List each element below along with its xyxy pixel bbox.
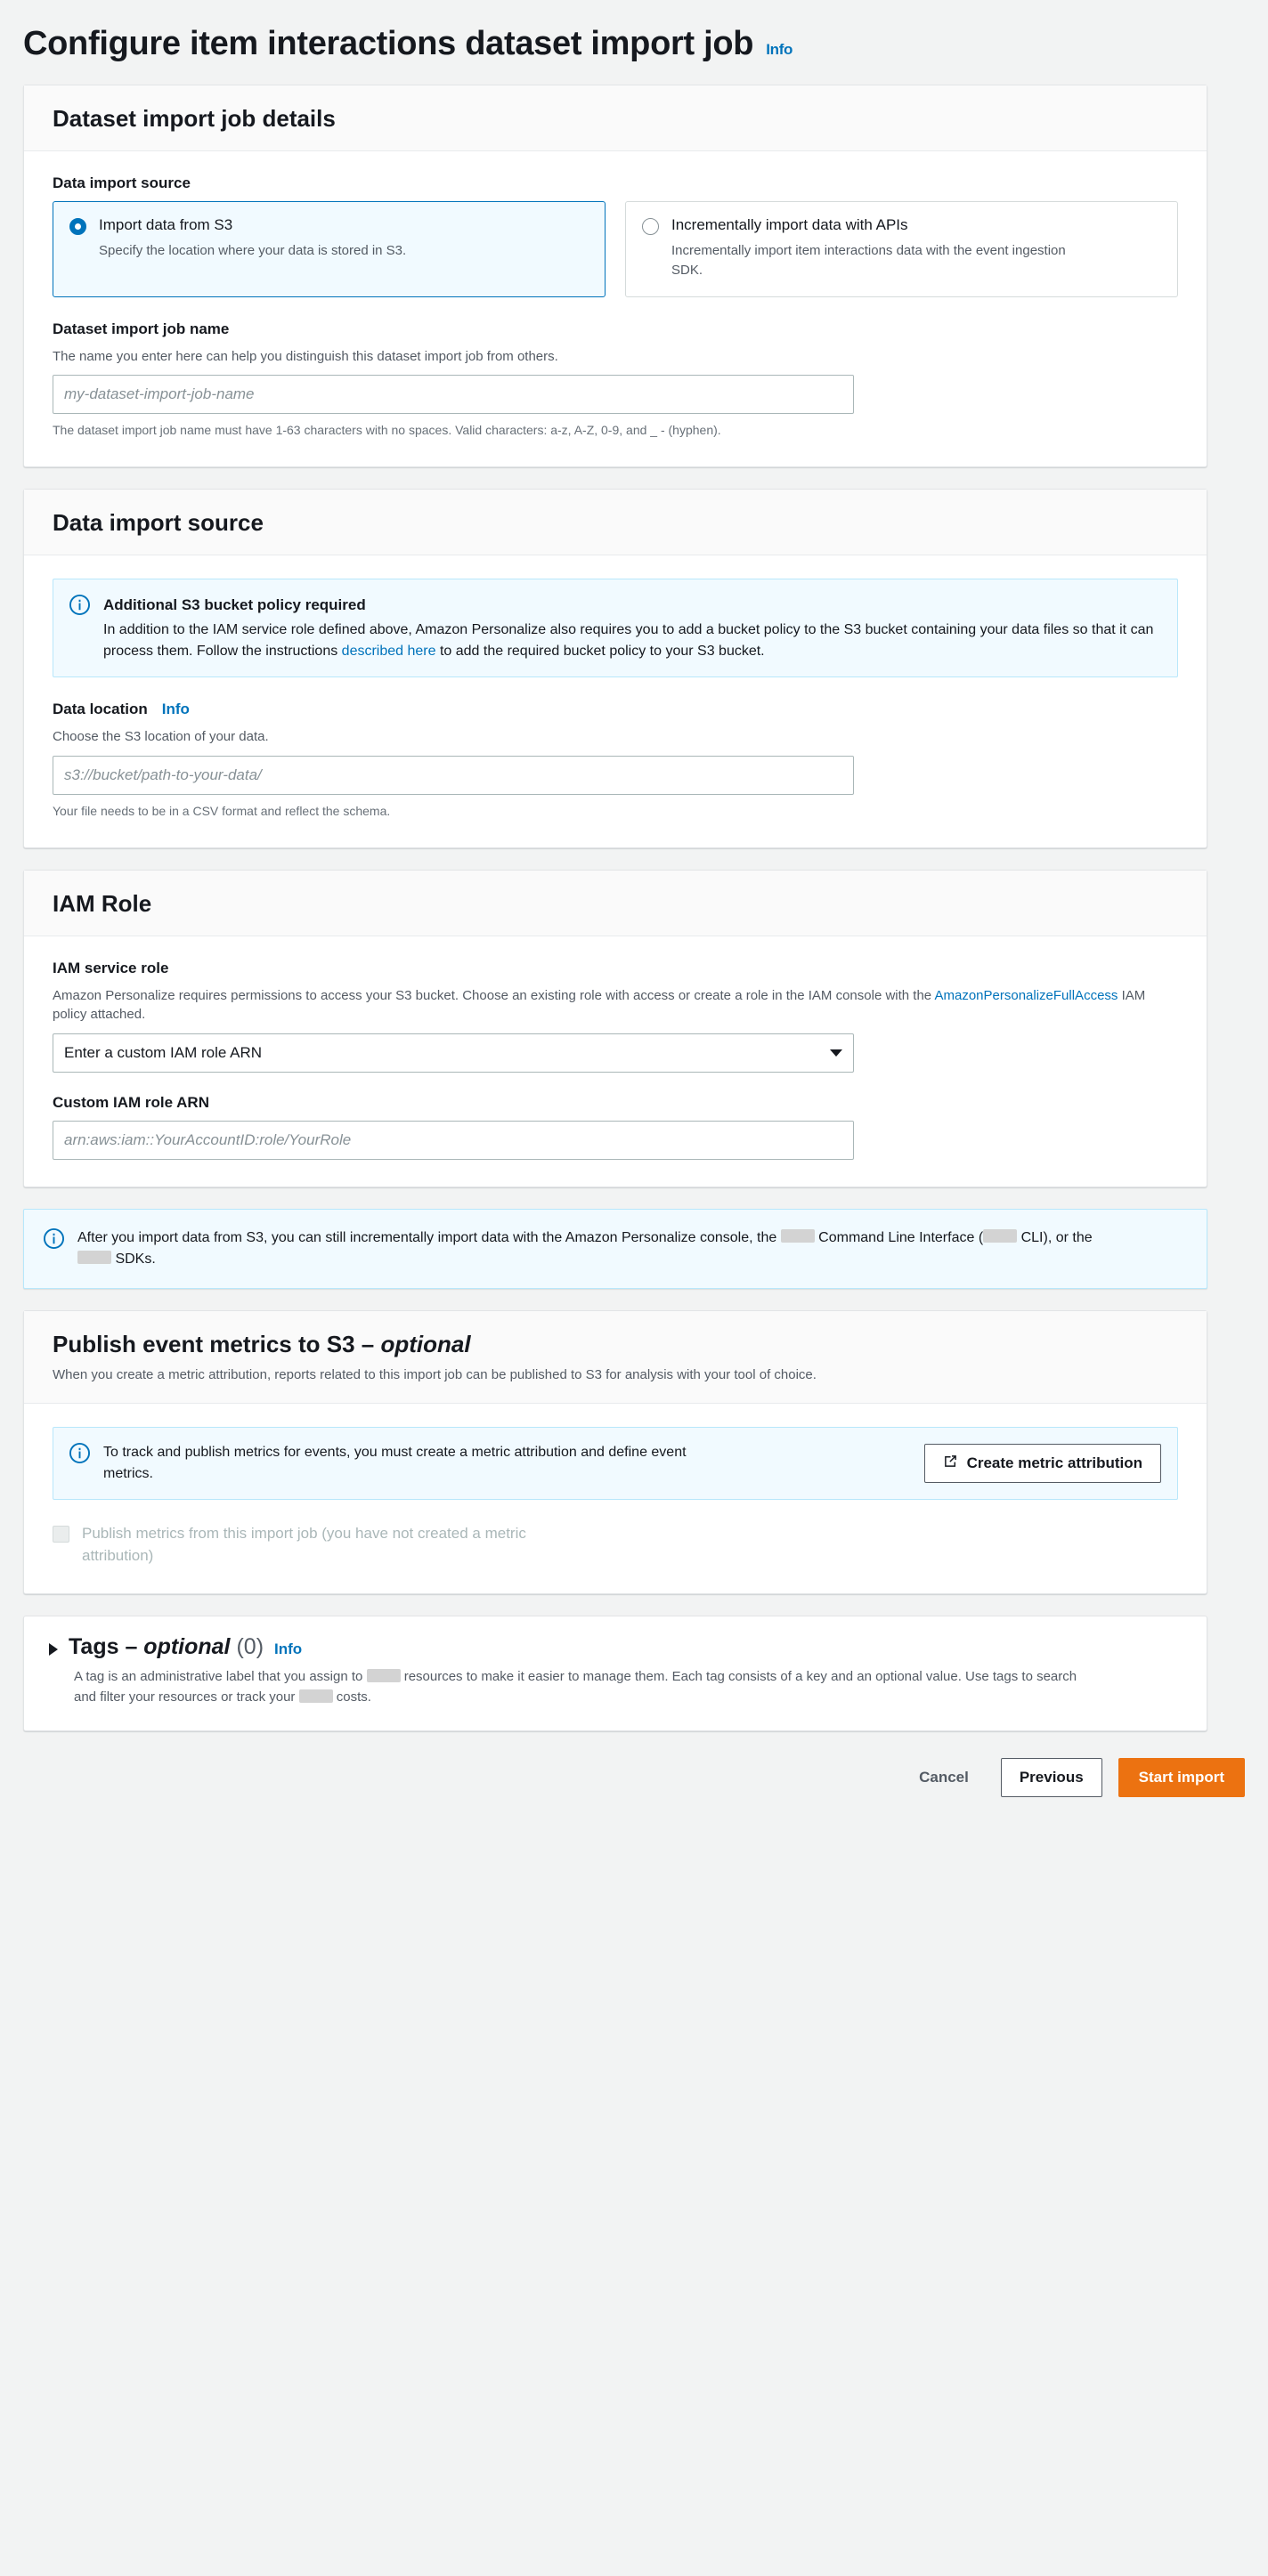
job-details-title: Dataset import job details (53, 105, 336, 132)
tags-description (24, 1660, 1119, 1730)
tags-count: (0) (236, 1634, 264, 1660)
redacted-text (77, 1251, 111, 1264)
radio-icon-unselected[interactable] (642, 218, 659, 235)
iam-role-header (24, 871, 1207, 936)
tags-header[interactable] (24, 1616, 1207, 1660)
job-name-desc: The name you enter here can help you distinguish this dataset import job from others. (53, 348, 558, 364)
iam-service-role-desc (53, 986, 1157, 1025)
info-circle-icon (69, 595, 90, 615)
data-import-source-radio-group (53, 201, 1178, 297)
tags-info-link[interactable]: Info (274, 1640, 303, 1658)
data-import-source-label (53, 174, 1178, 192)
radio-option-incremental-apis-title: Incrementally import data with APIs (671, 216, 908, 233)
previous-button[interactable]: Previous (1001, 1758, 1102, 1797)
iam-role-select[interactable] (53, 1033, 854, 1073)
tags-desc-1: A tag is an administrative label that you assign to (74, 1669, 367, 1685)
info-circle-icon (69, 1443, 90, 1463)
data-import-source-label-text: Data import source (53, 174, 191, 191)
described-here-link[interactable]: described here (341, 644, 436, 660)
iam-role-title: IAM Role (53, 889, 152, 917)
tags-container (23, 1616, 1207, 1731)
chevron-down-icon[interactable] (830, 1049, 842, 1057)
iam-role-select-value: Enter a custom IAM role ARN (64, 1044, 263, 1062)
radio-option-incremental-apis-desc: Incrementally import item interactions data with the event ingestion SDK. (671, 243, 1066, 278)
data-location-input[interactable] (53, 756, 854, 795)
custom-iam-role-arn-label-text: Custom IAM role ARN (53, 1094, 209, 1112)
job-details-header (24, 85, 1207, 151)
incremental-alert-text-2: Command Line Interface ( (814, 1230, 984, 1246)
iam-service-role-label-text: IAM service role (53, 959, 169, 976)
publish-metrics-desc: When you create a metric attribution, reports related to this import job can be published to S3 for analysis with your tool of choice. (53, 1367, 817, 1383)
incremental-alert-text-1: After you import data from S3, you can still incrementally import data with the Amazon Personalize console, the (77, 1230, 781, 1246)
page-title-text: Configure item interactions dataset import job (23, 25, 754, 62)
info-circle-icon (44, 1228, 64, 1249)
custom-iam-role-arn-input[interactable] (53, 1121, 854, 1160)
incremental-import-alert (23, 1209, 1207, 1289)
redacted-text (983, 1229, 1017, 1243)
page-info-link[interactable]: Info (766, 41, 793, 58)
tags-desc-3: costs. (332, 1689, 371, 1705)
redacted-text (299, 1689, 333, 1703)
data-location-label-text: Data location (53, 701, 148, 718)
data-location-desc: Choose the S3 location of your data. (53, 729, 269, 745)
tags-title (69, 1634, 264, 1660)
create-metric-attribution-button[interactable] (924, 1444, 1161, 1483)
dataset-import-job-details-container (23, 85, 1207, 467)
publish-metrics-checkbox (53, 1526, 69, 1543)
tags-title-optional: optional (143, 1634, 231, 1660)
s3-bucket-policy-alert-body (103, 594, 1161, 663)
radio-option-import-from-s3[interactable] (53, 201, 606, 297)
redacted-text (781, 1229, 815, 1243)
cancel-button[interactable]: Cancel (903, 1758, 985, 1797)
redacted-text (367, 1669, 401, 1682)
radio-icon-selected[interactable] (69, 218, 86, 235)
s3-bucket-policy-alert-title: Additional S3 bucket policy required (103, 595, 366, 613)
tags-desc-2: resources to make it easier to manage them. Each tag consists of a key and an optional value. Use tags to search and filter your resources or track your (74, 1669, 1077, 1705)
external-link-icon (943, 1454, 958, 1473)
custom-iam-role-arn-label (53, 1094, 1178, 1112)
job-name-label (53, 320, 1178, 338)
start-import-button[interactable]: Start import (1118, 1758, 1245, 1797)
incremental-alert-text-4: SDKs. (111, 1252, 156, 1268)
expand-triangle-icon[interactable] (49, 1643, 58, 1656)
job-name-input[interactable] (53, 375, 854, 414)
data-import-source-title: Data import source (53, 508, 264, 536)
incremental-import-alert-body (77, 1227, 1128, 1270)
form-actions (23, 1758, 1245, 1797)
page-title (0, 0, 1268, 63)
publish-metrics-title-optional: optional (380, 1331, 471, 1358)
metric-attribution-alert (53, 1427, 1178, 1500)
iam-service-role-desc-2: IAM policy attached. (53, 987, 1146, 1023)
radio-option-incremental-apis[interactable] (625, 201, 1178, 297)
iam-role-select-wrap (53, 1033, 854, 1073)
publish-metrics-title-main: Publish event metrics to S3 – (53, 1331, 381, 1358)
iam-service-role-label (53, 960, 1178, 977)
tags-title-main: Tags – (69, 1634, 144, 1660)
data-import-source-header (24, 490, 1207, 555)
job-details-body (24, 151, 1207, 466)
publish-metrics-checkbox-row (53, 1523, 1178, 1567)
data-location-label (53, 701, 1178, 718)
incremental-alert-text-3: CLI), or the (1017, 1230, 1093, 1246)
metric-attribution-alert-text: To track and publish metrics for events, you must create a metric attribution and define event metrics. (103, 1444, 687, 1481)
data-import-source-body (24, 555, 1207, 847)
s3-bucket-policy-alert-text-1: In addition to the IAM service role defined above, Amazon Personalize also requires you to add a bucket policy to the S3 bucket containing your data files so that it can process them. Follow the instructions (103, 622, 1154, 660)
publish-metrics-title (53, 1331, 1178, 1358)
publish-metrics-body (24, 1404, 1207, 1593)
publish-metrics-checkbox-label: Publish metrics from this import job (you have not created a metric attribution) (82, 1524, 526, 1564)
iam-role-container (23, 870, 1207, 1188)
publish-metrics-header (24, 1311, 1207, 1404)
create-metric-attribution-label: Create metric attribution (966, 1454, 1142, 1471)
iam-role-body (24, 936, 1207, 1187)
publish-metrics-container (23, 1310, 1207, 1594)
data-location-info-link[interactable]: Info (161, 701, 190, 718)
job-name-label-text: Dataset import job name (53, 320, 230, 337)
amazon-personalize-full-access-link[interactable]: AmazonPersonalizeFullAccess (934, 987, 1118, 1003)
s3-bucket-policy-alert (53, 579, 1178, 678)
s3-bucket-policy-alert-text-2: to add the required bucket policy to your S3 bucket. (435, 644, 765, 660)
radio-option-import-from-s3-desc: Specify the location where your data is stored in S3. (99, 243, 407, 258)
job-name-hint: The dataset import job name must have 1-63 characters with no spaces. Valid characters: a-z, A-Z, 0-9, and _ - (hyphen). (53, 423, 721, 438)
iam-service-role-desc-1: Amazon Personalize requires permissions to access your S3 bucket. Choose an existing role with access or create a role in the IAM console with the (53, 987, 935, 1003)
radio-option-import-from-s3-title: Import data from S3 (99, 216, 233, 233)
data-location-hint: Your file needs to be in a CSV format and reflect the schema. (53, 804, 391, 819)
data-import-source-container (23, 489, 1207, 848)
